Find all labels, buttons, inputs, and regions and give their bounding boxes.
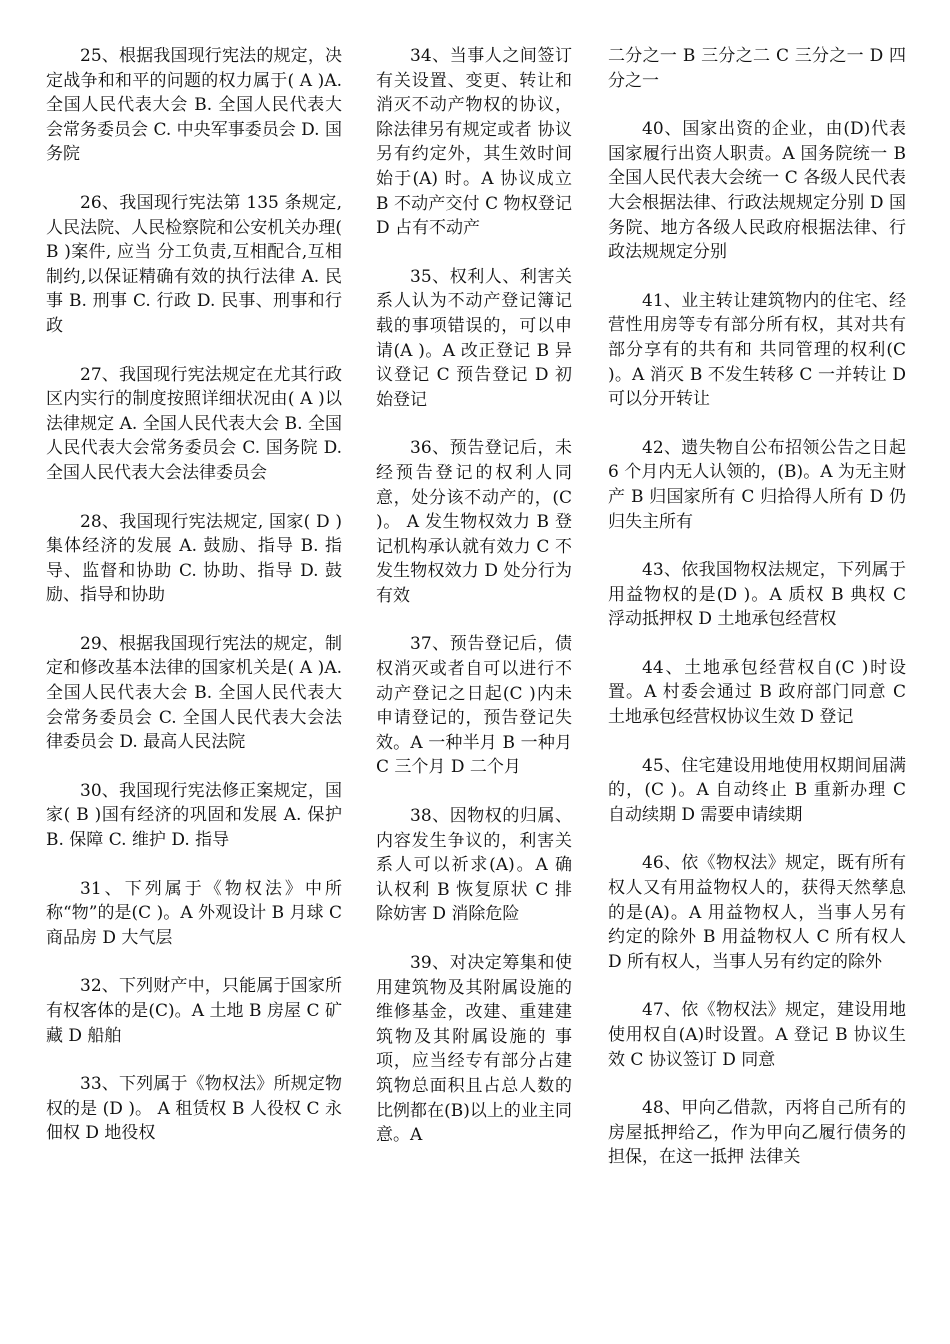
question-42: 42、遗失物自公布招领公告之日起 6 个月内无人认领的，(B)。A 为无主财产 B 归国家所有 C 归拾得人所有 D 仍归失主所有 xyxy=(608,437,906,532)
question-35: 35、权利人、利害关系人认为不动产登记簿记载的事项错误的，可以申请(A )。A 改正登记 B 异议登记 C 预告登记 D 初始登记 xyxy=(376,266,572,410)
column-right xyxy=(608,44,906,1194)
question-28: 28、我国现行宪法规定, 国家( D )集体经济的发展 A. 鼓励、指导 B. 指导、监督和协助 C. 协助、指导 D. 鼓励、指导和协助 xyxy=(46,511,342,606)
question-26: 26、我国现行宪法第 135 条规定,人民法院、人民检察院和公安机关办理( B )案件, 应当 分工负责,互相配合,互相制约,以保证精确有效的执行法律 A. 民事 B. 刑事 C. 行政 D. 民事、刑事和行政 xyxy=(46,192,342,336)
question-32: 32、下列财产中，只能属于国家所有权客体的是(C)。A 土地 B 房屋 C 矿藏 D 船舶 xyxy=(46,976,342,1046)
question-41: 41、业主转让建筑物内的住宅、经营性用房等专有部分所有权，其对共有部分享有的共有和 共同管理的权利(C )。A 消灭 B 不发生转移 C 一并转让 D 可以分开转让 xyxy=(608,290,906,410)
question-46: 46、依《物权法》规定，既有所有权人又有用益物权人的，获得天然孳息的是(A)。A 用益物权人，当事人另有约定的除外 B 用益物权人 C 所有权人 D 所有权人，当事人另有约定的除外 xyxy=(608,853,906,972)
question-29: 29、根据我国现行宪法的规定，制定和修改基本法律的国家机关是( A )A. 全国人民代表大会 B. 全国人民代表大会常务委员会 C. 全国人民代表大会法律委员会 D. 最高人民法院 xyxy=(46,633,342,753)
question-31: 31、下列属于《物权法》中所称“物”的是(C )。A 外观设计 B 月球 C 商品房 D 大气层 xyxy=(46,878,342,948)
question-38: 38、因物权的归属、内容发生争议的，利害关系人可以祈求(A)。A 确认权利 B 恢复原状 C 排除妨害 D 消除危险 xyxy=(376,806,572,925)
question-33: 33、下列属于《物权法》所规定物权的是 (D )。 A 租赁权 B 人役权 C 永佃权 D 地役权 xyxy=(46,1074,342,1144)
question-44: 44、土地承包经营权自(C )时设置。A 村委会通过 B 政府部门同意 C 土地承包经营权协议生效 D 登记 xyxy=(608,657,906,728)
question-37: 37、预告登记后，债权消灭或者自可以进行不动产登记之日起(C )内未申请登记的，预告登记失效。A 一种半月 B 一种月 C 三个月 D 二个月 xyxy=(376,634,572,778)
question-27: 27、我国现行宪法规定在尤其行政区内实行的制度按照详细状况由( A )以法律规定 A. 全国人民代表大会 B. 全国人民代表大会常务委员会 C. 国务院 D. 全国人民代表大会法律委员会 xyxy=(46,364,342,483)
question-25: 25、根据我国现行宪法的规定，决定战争和和平的问题的权力属于( A )A. 全国人民代表大会 B. 全国人民代表大会常务委员会 C. 中央军事委员会 D. 国 务院 xyxy=(46,46,342,165)
question-30: 30、我国现行宪法修正案规定，国家( B )国有经济的巩固和发展 A. 保护 B. 保障 C. 维护 D. 指导 xyxy=(46,780,342,851)
question-45: 45、住宅建设用地使用权期间届满的，(C )。A 自动终止 B 重新办理 C 自动续期 D 需要申请续期 xyxy=(608,755,906,825)
question-39-continuation: 二分之一 B 三分之二 C 三分之一 D 四分之一 xyxy=(608,46,906,91)
question-40: 40、国家出资的企业，由(D)代表国家履行出资人职责。A 国务院统一 B 全国人民代表大会统一 C 各级人民代表大会根据法律、行政法规规定分别 D 国务院、地方各级人民政府根据法律、行政法规规定分别 xyxy=(608,119,906,263)
column-left xyxy=(46,44,342,1170)
question-39: 39、对决定筹集和使用建筑物及其附属设施的维修基金，改建、重建建筑物及其附属设施的 事项，应当经专有部分占建筑物总面积且占总人数的比例都在(B)以上的业主同意。A xyxy=(376,953,572,1146)
question-48: 48、甲向乙借款，丙将自己所有的房屋抵押给乙，作为甲向乙履行债务的担保，在这一抵押 法律关 xyxy=(608,1098,906,1168)
question-47: 47、依《物权法》规定，建设用地使用权自(A)时设置。A 登记 B 协议生效 C 协议签订 D 同意 xyxy=(608,1000,906,1070)
question-36: 36、预告登记后，未经预告登记的权利人同意，处分该不动产的，(C )。 A 发生物权效力 B 登记机构承认就有效力 C 不发生物权效力 D 处分行为有效 xyxy=(376,438,572,606)
question-43: 43、依我国物权法规定，下列属于用益物权的是(D )。A 质权 B 典权 C 浮动抵押权 D 土地承包经营权 xyxy=(608,560,906,630)
question-34: 34、当事人之间签订有关设置、变更、转让和消灭不动产物权的协议，除法律另有规定或者 协议另有约定外，其生效时间始于(A) 时。A 协议成立 B 不动产交付 C 物权登记 D 占有不动产 xyxy=(376,46,572,239)
column-middle xyxy=(376,44,572,1172)
